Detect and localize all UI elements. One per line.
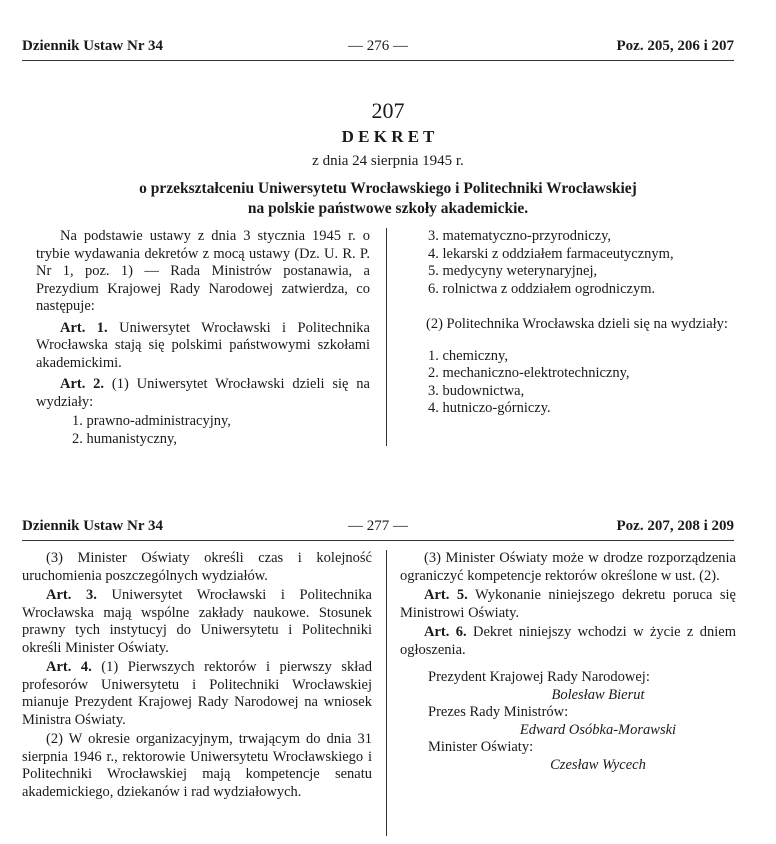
article-label: Art. 2. — [60, 376, 105, 392]
article-3 — [22, 587, 372, 657]
preamble: Na podstawie ustawy z dnia 3 stycznia 1945 r. o trybie wydawania dekretów z mocą ustawy (Dz. U. R. P. Nr 1, poz. 1) — Rada Ministrów postanawia, a Prezydium Krajowej Rady Narodowej zatwierdza, co następuje: — [36, 228, 370, 314]
list-item: 3. budownictwa, — [428, 382, 525, 399]
article-label: Art. 1. — [60, 319, 108, 336]
article-label: Art. 4. — [46, 659, 92, 675]
article-text: (1) Uniwersytet Wrocławski dzieli się na wydziały: — [36, 376, 370, 410]
article-text: (1) Pierwszych rektorów i pierwszy skład profesorów Uniwersytetu i Politechniki Wrocławskiej mianuje Prezydent Krajowej Rady Narodowej na wniosek Ministra Oświaty. — [22, 659, 372, 728]
position-numbers: Poz. 207, 208 i 209 — [616, 518, 734, 534]
article-text: Wykonanie niniejszego dekretu poruca się Ministrowi Oświaty. — [400, 587, 736, 621]
act-date: z dnia 24 sierpnia 1945 r. — [312, 153, 464, 169]
header-rule — [22, 540, 734, 541]
article-4 — [22, 659, 372, 729]
right-column — [402, 228, 736, 418]
signatory-title: Prezes Rady Ministrów: — [428, 704, 569, 720]
right-column — [400, 550, 736, 774]
page-number: — 276 — — [348, 38, 408, 54]
article-2 — [36, 376, 370, 411]
act-number: 207 — [371, 98, 405, 123]
paragraph: (3) Minister Oświaty może w drodze rozporządzenia ograniczyć kompetencje rektorów określone w ust. (2). — [400, 550, 736, 584]
page-number: — 277 — — [348, 518, 408, 534]
article-text: Dekret niniejszy wchodzi w życie z dniem ogłoszenia. — [400, 624, 736, 658]
left-column — [22, 550, 372, 801]
act-subject-line2: na polskie państwowe szkoły akademickie. — [247, 200, 529, 217]
list-item: 2. humanistyczny, — [72, 430, 177, 447]
position-numbers: Poz. 205, 206 i 207 — [616, 38, 734, 54]
article-text: Uniwersytet Wrocławski i Politechnika Wrocławska stają się polskimi państwowymi szkołami akademickimi. — [36, 319, 370, 371]
paragraph: (2) Politechnika Wrocławska dzieli się na wydziały: — [426, 316, 728, 332]
article-1 — [36, 320, 370, 373]
column-divider — [386, 228, 387, 446]
signatory-name: Edward Osóbka-Morawski — [519, 721, 677, 738]
list-item: 2. mechaniczno-elektrotechniczny, — [428, 365, 630, 381]
act-type-title: D E K R E T — [341, 127, 435, 146]
paragraph: (2) W okresie organizacyjnym, trwającym do dnia 31 sierpnia 1946 r., rektorowie Uniwersytetu Wrocławskiego i Politechniki Wrocławskiej mają kompetencje senatu akademickiego, dziekanów i rad wydziałowych. — [22, 731, 372, 800]
signatory-name: Czesław Wycech — [550, 756, 646, 773]
left-column — [36, 228, 370, 448]
header-rule — [22, 60, 734, 61]
journal-title: Dziennik Ustaw Nr 34 — [22, 518, 163, 534]
list-item: 4. lekarski z oddziałem farmaceutycznym, — [428, 245, 674, 262]
list-item: 5. medycyny weterynaryjnej, — [428, 263, 598, 279]
article-6 — [400, 624, 736, 659]
signatory-title: Prezydent Krajowej Rady Narodowej: — [428, 669, 650, 685]
paragraph: (3) Minister Oświaty określi czas i kolejność uruchomienia poszczególnych wydziałów. — [22, 550, 372, 584]
signatures — [400, 669, 736, 774]
article-text: Uniwersytet Wrocławski i Politechnika Wrocławska mają wspólne zakłady naukowe. Stosunek prawny tych instytucyj do Uniwersytetu i Politechniki określi Minister Oświaty. — [22, 587, 372, 656]
list-item: 6. rolnictwa z oddziałem ogrodniczym. — [428, 280, 656, 297]
running-header — [22, 38, 734, 60]
article-label: Art. 5. — [424, 587, 468, 603]
signatory-title: Minister Oświaty: — [428, 739, 534, 755]
signatory-name: Bolesław Bierut — [551, 686, 645, 703]
page-277 — [0, 508, 776, 844]
column-divider — [386, 550, 387, 836]
list-item: 1. prawno-administracyjny, — [72, 413, 231, 429]
running-header — [22, 518, 734, 540]
article-label: Art. 6. — [424, 624, 467, 640]
list-item: 1. chemiczny, — [428, 347, 508, 364]
act-subject-line1: o przekształceniu Uniwersytetu Wrocławskiego i Politechniki Wrocławskiej — [139, 180, 637, 197]
journal-title: Dziennik Ustaw Nr 34 — [22, 38, 163, 54]
list-item: 3. matematyczno-przyrodniczy, — [428, 228, 612, 244]
list-item: 4. hutniczo-górniczy. — [428, 400, 551, 416]
article-5 — [400, 587, 736, 622]
article-label: Art. 3. — [46, 587, 97, 603]
